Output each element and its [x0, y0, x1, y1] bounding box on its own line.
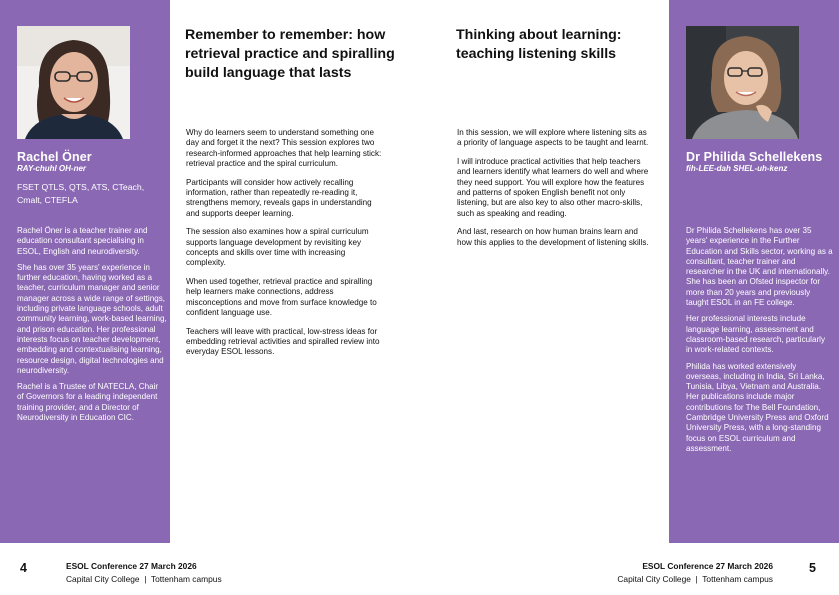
session-paragraph: Why do learners seem to understand something one day and forget it the next? This session explores two research-informed approaches that help learning stick: retrieval practice and the spiral curriculum.	[186, 128, 382, 169]
session-right-title: Thinking about learning: teaching listening skills	[456, 27, 622, 63]
bio-paragraph: Philida has worked extensively overseas, including in India, Sri Lanka, Tunisia, Libya, Vietnam and Australia. Her publications include major contributions for The Bell Foundation, Cambridge University Press and Oxford University Press, with a long-standing focus on ESOL curriculum and assessment.	[686, 361, 829, 453]
right-footer	[617, 560, 773, 585]
bio-paragraph: She has over 35 years' experience in further education, having worked as a teacher, curriculum manager and senior manager across a wide range of settings, including private language schools, adult community learning, work-based learning, and prison education. Her professional interests focus on teacher development, embedding and contextualising learning, resource design, digital technologies and neurodiversity.	[17, 262, 167, 375]
bio-paragraph: Dr Philida Schellekens has over 35 years' experience in the Further Education and Skills sector, working as a consultant, teacher trainer and researcher in the UK and internationally. She has been an Ofsted inspector for more than 20 years and previously taught ESOL in an FE college.	[686, 226, 833, 308]
session-right-body	[457, 128, 653, 256]
right-speaker-panel	[669, 0, 839, 543]
right-speaker-name: Dr Philida Schellekens	[686, 150, 823, 164]
footer-venue: Capital City College | Tottenham campus	[617, 573, 773, 584]
right-speaker-bio	[686, 226, 833, 460]
left-speaker-bio	[17, 226, 167, 429]
bio-paragraph: Her professional interests include language learning, assessment and classroom-based research, particularly in work-related contexts.	[686, 314, 825, 355]
bio-paragraph: Rachel is a Trustee of NATECLA, Chair of Governors for a leading independent training provider, and a Director of Neurodiversity in Education CIC.	[17, 382, 159, 423]
session-paragraph: I will introduce practical activities that help teachers and learners identify what learners do well and where they need support. You will explore how the features and patterns of spoken English benefit not only listening, but are also key to also other macro-skills, such as speaking and reading.	[457, 156, 649, 218]
left-page-number: 4	[20, 561, 27, 575]
footer-venue: Capital City College | Tottenham campus	[66, 573, 222, 584]
session-left-body	[186, 128, 386, 366]
left-speaker-name: Rachel Öner	[17, 150, 92, 164]
session-paragraph: When used together, retrieval practice and spiralling help learners make connections, address misconceptions and move from surface knowledge to confident language use.	[186, 276, 377, 318]
left-speaker-panel	[0, 0, 170, 543]
left-speaker-pronunciation: RAY-chuhl OH-ner	[17, 164, 87, 173]
left-speaker-credentials: FSET QTLS, QTS, ATS, CTeach, Cmalt, CTEFLA	[17, 182, 145, 205]
session-paragraph: In this session, we will explore where listening sits as a priority of language aspects to be taught and learnt.	[457, 128, 649, 148]
session-paragraph: The session also examines how a spiral curriculum supports language development by revisiting key concepts and skills over time with increasing complexity.	[186, 227, 369, 268]
right-speaker-photo	[686, 26, 799, 139]
right-speaker-pronunciation: fih-LEE-dah SHEL-uh-kenz	[686, 164, 788, 173]
bio-paragraph: Rachel Öner is a teacher trainer and education consultant specialising in ESOL, English and neurodiversity.	[17, 226, 148, 256]
session-paragraph: Participants will consider how actively recalling information, rather than repeatedly re-reading it, strengthens memory, reveals gaps in understanding and supports deeper learning.	[186, 177, 372, 218]
left-speaker-photo	[17, 26, 130, 139]
footer-event: ESOL Conference 27 March 2026	[66, 561, 197, 571]
session-paragraph: And last, research on how human brains learn and how this applies to the development of listening skills.	[457, 227, 649, 247]
session-left-title: Remember to remember: how retrieval practice and spiralling build language that lasts	[185, 27, 395, 82]
session-paragraph: Teachers will leave with practical, low-stress ideas for embedding retrieval activities and spiralled review into everyday ESOL lessons.	[186, 326, 380, 357]
footer-event: ESOL Conference 27 March 2026	[642, 561, 773, 571]
left-footer	[66, 560, 222, 585]
right-page-number: 5	[809, 561, 816, 575]
